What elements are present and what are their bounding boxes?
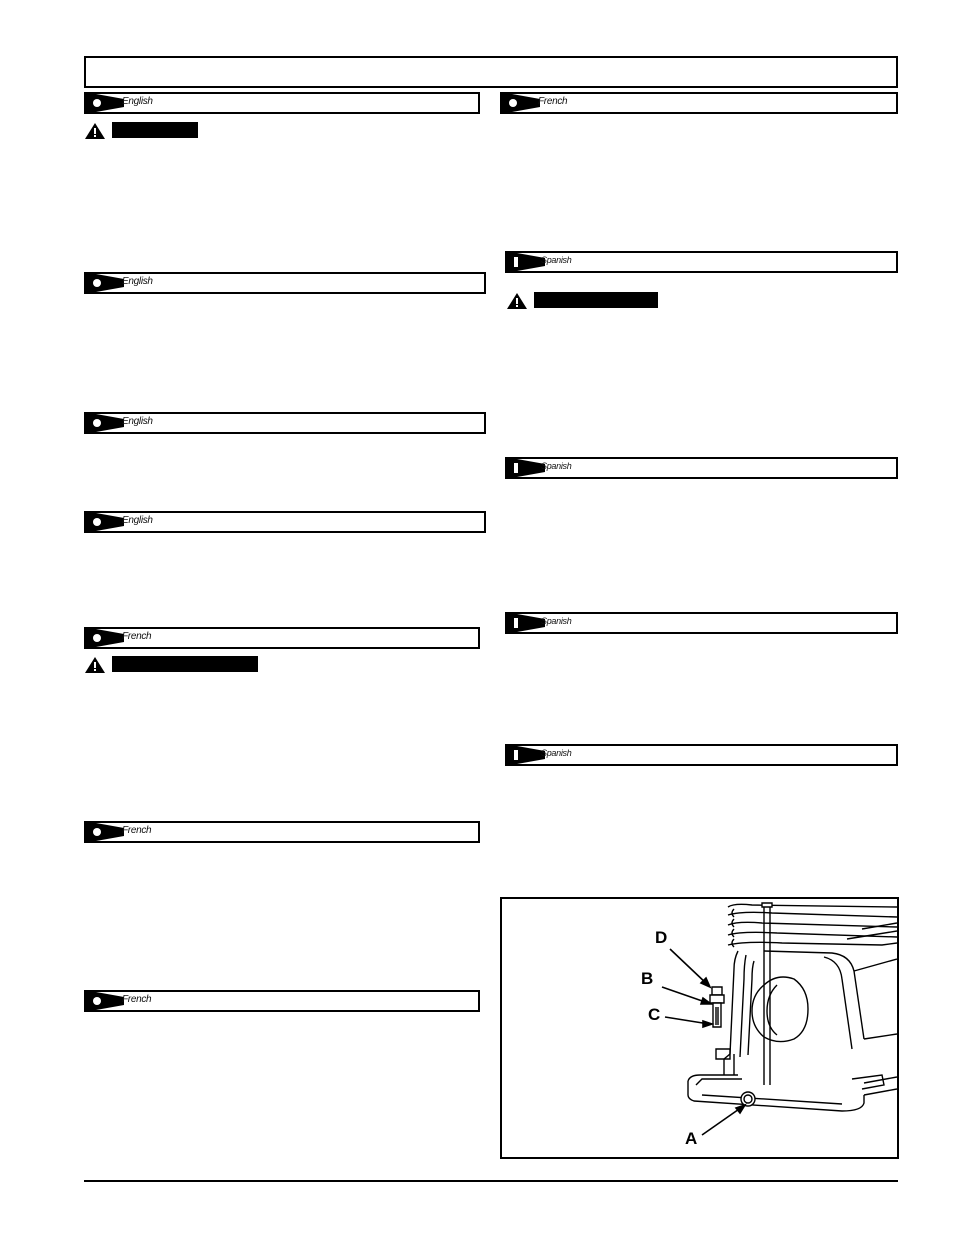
section-header-english-2 [84,272,486,294]
warning-triangle-icon [84,656,106,679]
section-header-french-1 [84,627,480,649]
callout-label-b: B [641,969,654,988]
section-language-label: French [122,631,152,642]
callout-label-a: A [685,1129,698,1148]
section-language-label: Spanish [541,616,572,626]
language-tab-icon [86,274,126,292]
warning-triangle-icon [506,292,528,315]
section-header-spanish-1 [505,251,898,273]
section-header-spanish-2 [505,457,898,479]
pump-illustration-figure [500,897,899,1159]
section-language-label: English [122,276,153,287]
section-header-spanish-4 [505,744,898,766]
compressor-pump-drawing [502,899,897,1157]
warning-banner-english [84,122,200,138]
language-tab-icon [86,414,126,432]
warning-triangle-icon [84,122,106,145]
warning-label-block [112,656,258,672]
warning-banner-spanish [506,292,660,308]
section-language-label: English [122,96,153,107]
warning-banner-french [84,656,260,672]
section-header-french-right [500,92,898,114]
section-header-french-2 [84,821,480,843]
section-language-label: French [122,825,152,836]
section-language-label: Spanish [541,461,572,471]
page-header-box [84,56,898,88]
callout-label-c: C [648,1005,661,1024]
section-header-spanish-3 [505,612,898,634]
language-tab-icon [86,823,126,841]
language-tab-icon [86,992,126,1010]
language-tab-icon [86,629,126,647]
warning-label-block [112,122,198,138]
section-language-label: French [122,994,152,1005]
language-tab-icon [86,94,126,112]
section-language-label: French [538,96,568,107]
section-language-label: English [122,416,153,427]
footer-rule [84,1180,898,1182]
warning-label-block [534,292,658,308]
section-language-label: English [122,515,153,526]
section-header-english-4 [84,511,486,533]
language-tab-icon [502,94,542,112]
section-language-label: Spanish [541,748,572,758]
language-tab-icon [86,513,126,531]
section-header-english-3 [84,412,486,434]
section-language-label: Spanish [541,255,572,265]
section-header-french-3 [84,990,480,1012]
section-header-english-1 [84,92,480,114]
callout-label-d: D [655,928,668,947]
